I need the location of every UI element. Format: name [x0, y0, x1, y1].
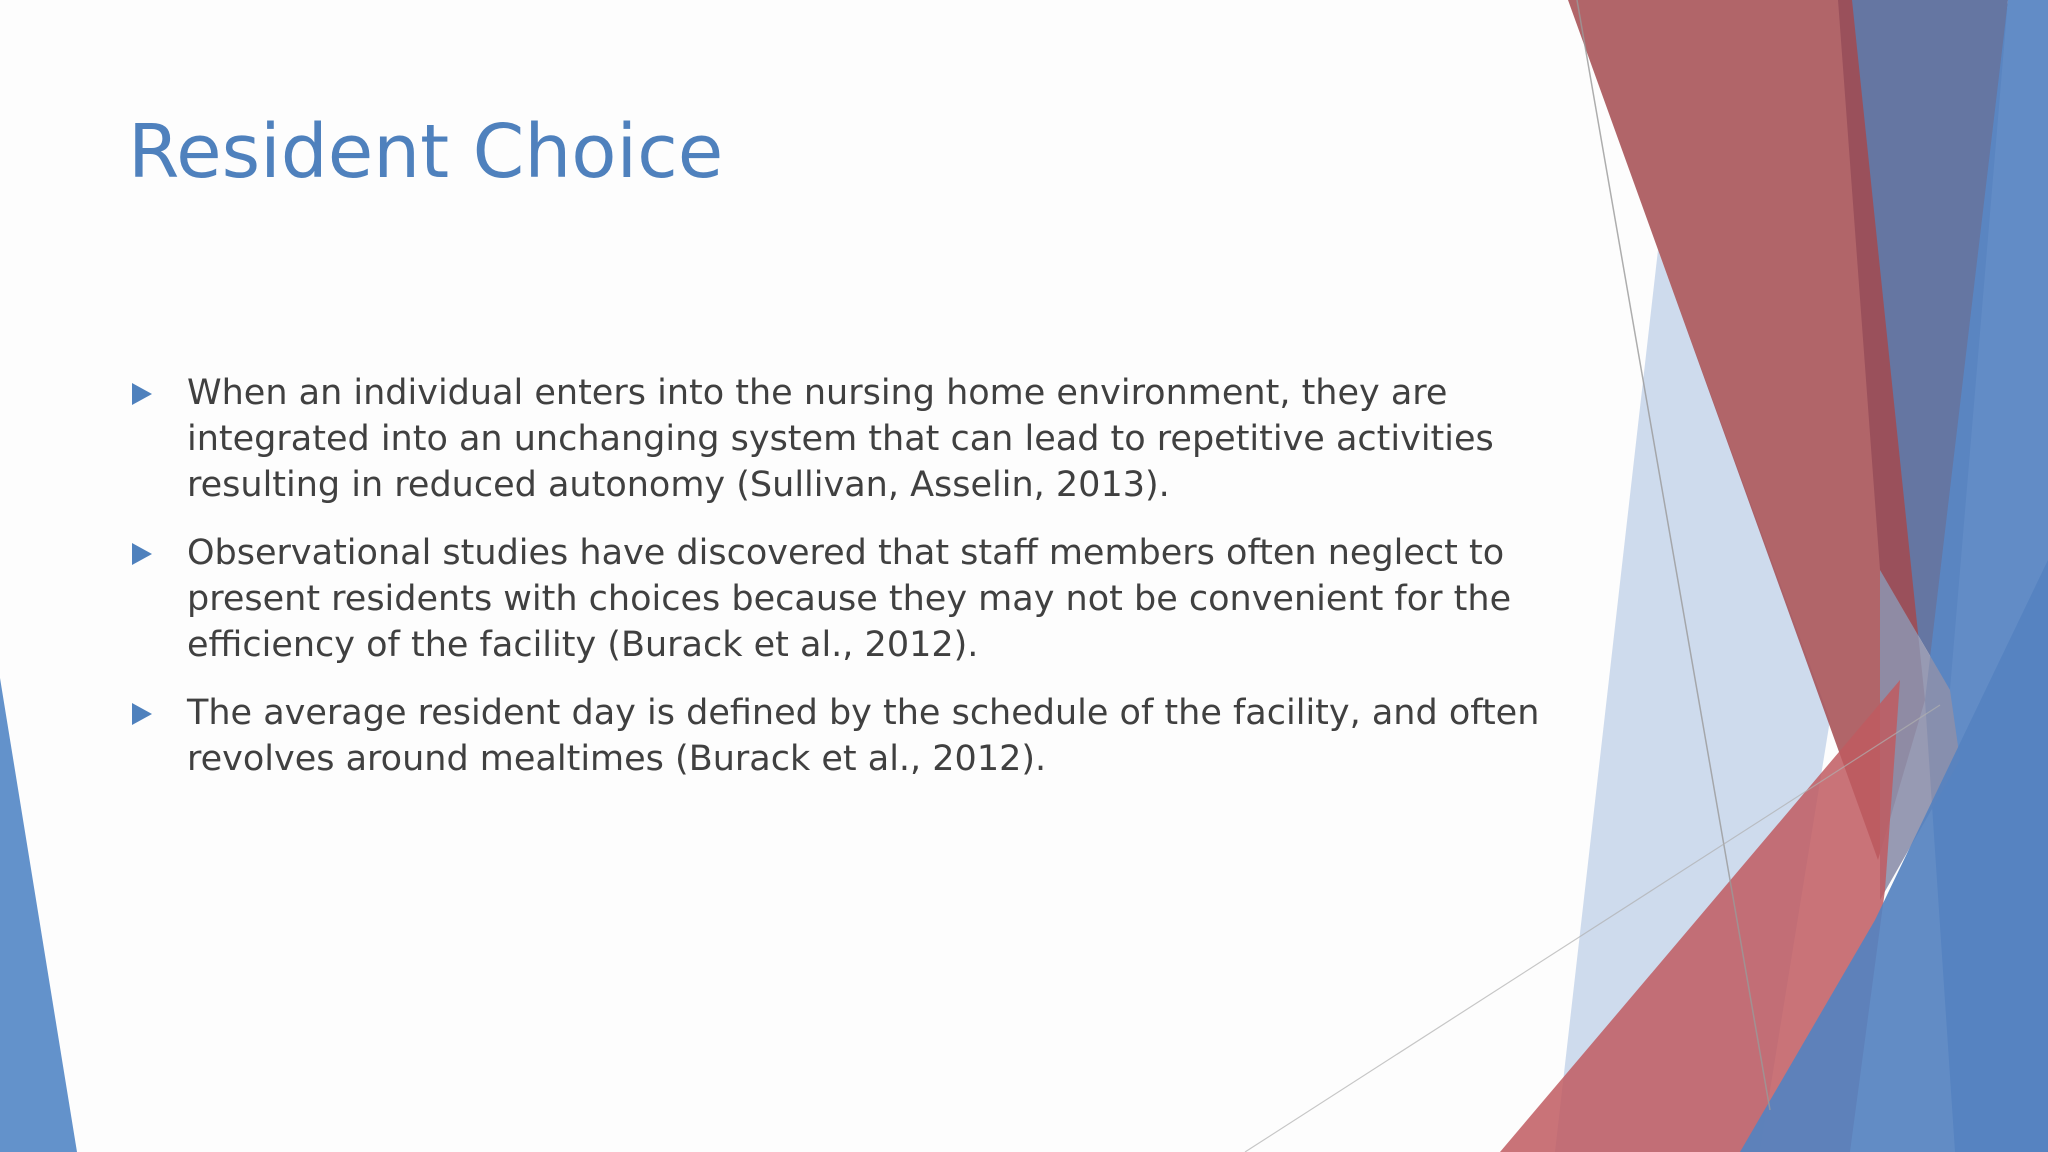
triangle-bullet-icon	[132, 543, 152, 565]
bullet-text: The average resident day is defined by the schedule of the facility, and often revolves around mealtimes (Burack et al., 2012).	[187, 693, 1540, 779]
bullet-text: When an individual enters into the nursing home environment, they are integrated into an unchanging system that can lead to repetitive activities resulting in reduced autonomy (Sullivan, Asselin, 2013).	[187, 373, 1494, 505]
left-blue-shape	[0, 678, 77, 1152]
bullet-list	[130, 370, 1560, 804]
slide-title: Resident Choice	[128, 109, 724, 195]
bullet-text: Observational studies have discovered that staff members often neglect to present residents with choices because they may not be convenient for the efficiency of the facility (Burack et al., 2012).	[187, 533, 1512, 665]
bullet-item	[130, 370, 1560, 508]
bullet-item	[130, 530, 1560, 668]
bullet-item	[130, 690, 1560, 782]
triangle-bullet-icon	[132, 383, 152, 405]
triangle-bullet-icon	[132, 703, 152, 725]
